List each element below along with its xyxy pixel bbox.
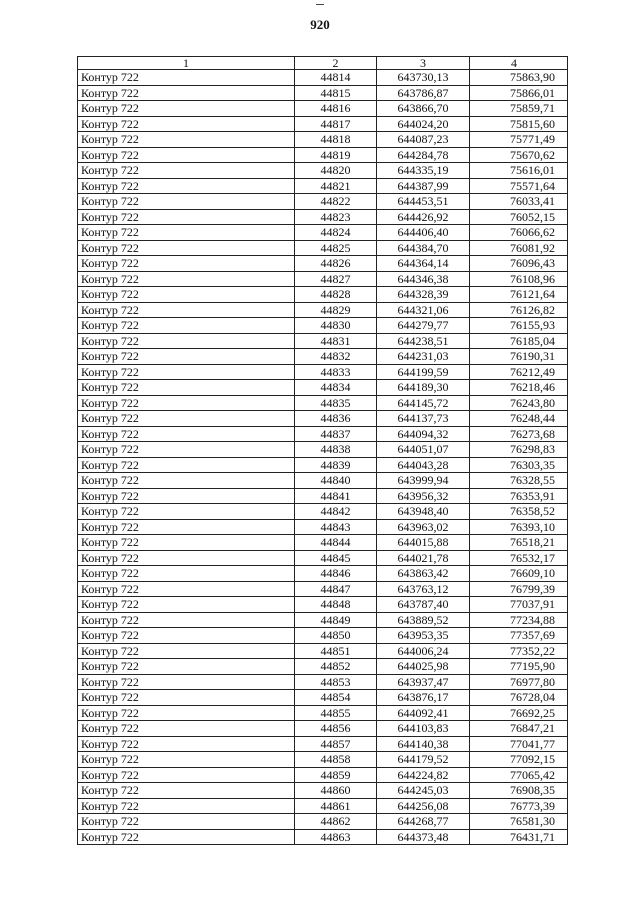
y-coordinate-cell: 77065,42 bbox=[470, 767, 568, 783]
contour-name-cell: Контур 722 bbox=[78, 566, 295, 582]
point-number-cell: 44816 bbox=[295, 101, 377, 117]
table-row bbox=[78, 426, 568, 442]
column-header-4: 4 bbox=[470, 57, 568, 70]
contour-name-cell: Контур 722 bbox=[78, 225, 295, 241]
contour-name-cell: Контур 722 bbox=[78, 690, 295, 706]
table-row bbox=[78, 814, 568, 830]
y-coordinate-cell: 77352,22 bbox=[470, 643, 568, 659]
table-row bbox=[78, 70, 568, 86]
x-coordinate-cell: 644103,83 bbox=[377, 721, 470, 737]
point-number-cell: 44826 bbox=[295, 256, 377, 272]
table-row bbox=[78, 550, 568, 566]
table-row bbox=[78, 535, 568, 551]
table-row bbox=[78, 767, 568, 783]
contour-name-cell: Контур 722 bbox=[78, 442, 295, 458]
table-row bbox=[78, 488, 568, 504]
y-coordinate-cell: 76393,10 bbox=[470, 519, 568, 535]
y-coordinate-cell: 76066,62 bbox=[470, 225, 568, 241]
point-number-cell: 44858 bbox=[295, 752, 377, 768]
y-coordinate-cell: 76126,82 bbox=[470, 302, 568, 318]
point-number-cell: 44847 bbox=[295, 581, 377, 597]
y-coordinate-cell: 75670,62 bbox=[470, 147, 568, 163]
y-coordinate-cell: 77195,90 bbox=[470, 659, 568, 675]
contour-name-cell: Контур 722 bbox=[78, 380, 295, 396]
x-coordinate-cell: 644140,38 bbox=[377, 736, 470, 752]
x-coordinate-cell: 643863,42 bbox=[377, 566, 470, 582]
y-coordinate-cell: 75616,01 bbox=[470, 163, 568, 179]
x-coordinate-cell: 643956,32 bbox=[377, 488, 470, 504]
x-coordinate-cell: 644024,20 bbox=[377, 116, 470, 132]
x-coordinate-cell: 643889,52 bbox=[377, 612, 470, 628]
table-row bbox=[78, 690, 568, 706]
contour-name-cell: Контур 722 bbox=[78, 85, 295, 101]
point-number-cell: 44851 bbox=[295, 643, 377, 659]
point-number-cell: 44859 bbox=[295, 767, 377, 783]
table-row bbox=[78, 473, 568, 489]
point-number-cell: 44837 bbox=[295, 426, 377, 442]
point-number-cell: 44844 bbox=[295, 535, 377, 551]
x-coordinate-cell: 644406,40 bbox=[377, 225, 470, 241]
contour-name-cell: Контур 722 bbox=[78, 287, 295, 303]
table-row bbox=[78, 101, 568, 117]
point-number-cell: 44840 bbox=[295, 473, 377, 489]
x-coordinate-cell: 644335,19 bbox=[377, 163, 470, 179]
contour-name-cell: Контур 722 bbox=[78, 504, 295, 520]
x-coordinate-cell: 644268,77 bbox=[377, 814, 470, 830]
contour-name-cell: Контур 722 bbox=[78, 736, 295, 752]
point-number-cell: 44830 bbox=[295, 318, 377, 334]
contour-name-cell: Контур 722 bbox=[78, 194, 295, 210]
y-coordinate-cell: 76799,39 bbox=[470, 581, 568, 597]
contour-name-cell: Контур 722 bbox=[78, 550, 295, 566]
contour-name-cell: Контур 722 bbox=[78, 798, 295, 814]
table-row bbox=[78, 519, 568, 535]
point-number-cell: 44835 bbox=[295, 395, 377, 411]
table-row bbox=[78, 612, 568, 628]
x-coordinate-cell: 644092,41 bbox=[377, 705, 470, 721]
contour-name-cell: Контур 722 bbox=[78, 333, 295, 349]
table-row bbox=[78, 302, 568, 318]
x-coordinate-cell: 643787,40 bbox=[377, 597, 470, 613]
contour-name-cell: Контур 722 bbox=[78, 829, 295, 845]
y-coordinate-cell: 75866,01 bbox=[470, 85, 568, 101]
x-coordinate-cell: 643953,35 bbox=[377, 628, 470, 644]
contour-name-cell: Контур 722 bbox=[78, 628, 295, 644]
table-row bbox=[78, 628, 568, 644]
contour-name-cell: Контур 722 bbox=[78, 752, 295, 768]
table-row bbox=[78, 147, 568, 163]
table-body bbox=[78, 70, 568, 845]
table-row bbox=[78, 411, 568, 427]
point-number-cell: 44833 bbox=[295, 364, 377, 380]
x-coordinate-cell: 644373,48 bbox=[377, 829, 470, 845]
x-coordinate-cell: 644025,98 bbox=[377, 659, 470, 675]
y-coordinate-cell: 76773,39 bbox=[470, 798, 568, 814]
point-number-cell: 44860 bbox=[295, 783, 377, 799]
y-coordinate-cell: 76052,15 bbox=[470, 209, 568, 225]
contour-name-cell: Контур 722 bbox=[78, 674, 295, 690]
table-row bbox=[78, 395, 568, 411]
point-number-cell: 44845 bbox=[295, 550, 377, 566]
contour-name-cell: Контур 722 bbox=[78, 767, 295, 783]
y-coordinate-cell: 76218,46 bbox=[470, 380, 568, 396]
table-row bbox=[78, 442, 568, 458]
contour-name-cell: Контур 722 bbox=[78, 364, 295, 380]
point-number-cell: 44834 bbox=[295, 380, 377, 396]
point-number-cell: 44850 bbox=[295, 628, 377, 644]
point-number-cell: 44815 bbox=[295, 85, 377, 101]
contour-name-cell: Контур 722 bbox=[78, 163, 295, 179]
point-number-cell: 44822 bbox=[295, 194, 377, 210]
x-coordinate-cell: 644137,73 bbox=[377, 411, 470, 427]
y-coordinate-cell: 76273,68 bbox=[470, 426, 568, 442]
table-row bbox=[78, 783, 568, 799]
y-coordinate-cell: 76303,35 bbox=[470, 457, 568, 473]
contour-name-cell: Контур 722 bbox=[78, 519, 295, 535]
table-row bbox=[78, 705, 568, 721]
point-number-cell: 44828 bbox=[295, 287, 377, 303]
point-number-cell: 44862 bbox=[295, 814, 377, 830]
x-coordinate-cell: 644179,52 bbox=[377, 752, 470, 768]
contour-name-cell: Контур 722 bbox=[78, 705, 295, 721]
x-coordinate-cell: 644453,51 bbox=[377, 194, 470, 210]
y-coordinate-cell: 76581,30 bbox=[470, 814, 568, 830]
scan-mark bbox=[316, 4, 324, 5]
table-row bbox=[78, 271, 568, 287]
y-coordinate-cell: 76328,55 bbox=[470, 473, 568, 489]
table-row bbox=[78, 364, 568, 380]
contour-name-cell: Контур 722 bbox=[78, 612, 295, 628]
y-coordinate-cell: 75859,71 bbox=[470, 101, 568, 117]
y-coordinate-cell: 77357,69 bbox=[470, 628, 568, 644]
table-row bbox=[78, 504, 568, 520]
contour-name-cell: Контур 722 bbox=[78, 101, 295, 117]
coordinates-table bbox=[77, 56, 568, 845]
x-coordinate-cell: 644224,82 bbox=[377, 767, 470, 783]
y-coordinate-cell: 76609,10 bbox=[470, 566, 568, 582]
x-coordinate-cell: 644279,77 bbox=[377, 318, 470, 334]
y-coordinate-cell: 76190,31 bbox=[470, 349, 568, 365]
contour-name-cell: Контур 722 bbox=[78, 116, 295, 132]
contour-name-cell: Контур 722 bbox=[78, 581, 295, 597]
y-coordinate-cell: 76692,25 bbox=[470, 705, 568, 721]
table-row bbox=[78, 829, 568, 845]
point-number-cell: 44832 bbox=[295, 349, 377, 365]
contour-name-cell: Контур 722 bbox=[78, 473, 295, 489]
x-coordinate-cell: 644384,70 bbox=[377, 240, 470, 256]
y-coordinate-cell: 77037,91 bbox=[470, 597, 568, 613]
point-number-cell: 44836 bbox=[295, 411, 377, 427]
point-number-cell: 44841 bbox=[295, 488, 377, 504]
table-row bbox=[78, 380, 568, 396]
point-number-cell: 44852 bbox=[295, 659, 377, 675]
y-coordinate-cell: 76155,93 bbox=[470, 318, 568, 334]
point-number-cell: 44839 bbox=[295, 457, 377, 473]
x-coordinate-cell: 643730,13 bbox=[377, 70, 470, 86]
page-number: 920 bbox=[310, 17, 330, 32]
table-row bbox=[78, 209, 568, 225]
y-coordinate-cell: 76353,91 bbox=[470, 488, 568, 504]
point-number-cell: 44849 bbox=[295, 612, 377, 628]
table-row bbox=[78, 256, 568, 272]
x-coordinate-cell: 644346,38 bbox=[377, 271, 470, 287]
x-coordinate-cell: 643963,02 bbox=[377, 519, 470, 535]
point-number-cell: 44842 bbox=[295, 504, 377, 520]
point-number-cell: 44838 bbox=[295, 442, 377, 458]
contour-name-cell: Контур 722 bbox=[78, 240, 295, 256]
contour-name-cell: Контур 722 bbox=[78, 535, 295, 551]
point-number-cell: 44863 bbox=[295, 829, 377, 845]
y-coordinate-cell: 76096,43 bbox=[470, 256, 568, 272]
y-coordinate-cell: 75815,60 bbox=[470, 116, 568, 132]
point-number-cell: 44827 bbox=[295, 271, 377, 287]
point-number-cell: 44853 bbox=[295, 674, 377, 690]
point-number-cell: 44857 bbox=[295, 736, 377, 752]
contour-name-cell: Контур 722 bbox=[78, 783, 295, 799]
table-row bbox=[78, 581, 568, 597]
y-coordinate-cell: 76431,71 bbox=[470, 829, 568, 845]
y-coordinate-cell: 75571,64 bbox=[470, 178, 568, 194]
x-coordinate-cell: 644256,08 bbox=[377, 798, 470, 814]
point-number-cell: 44829 bbox=[295, 302, 377, 318]
x-coordinate-cell: 644145,72 bbox=[377, 395, 470, 411]
x-coordinate-cell: 644189,30 bbox=[377, 380, 470, 396]
point-number-cell: 44821 bbox=[295, 178, 377, 194]
contour-name-cell: Контур 722 bbox=[78, 597, 295, 613]
contour-name-cell: Контур 722 bbox=[78, 721, 295, 737]
contour-name-cell: Контур 722 bbox=[78, 132, 295, 148]
x-coordinate-cell: 643866,70 bbox=[377, 101, 470, 117]
point-number-cell: 44856 bbox=[295, 721, 377, 737]
table-row bbox=[78, 318, 568, 334]
table-row bbox=[78, 163, 568, 179]
table-row bbox=[78, 132, 568, 148]
point-number-cell: 44819 bbox=[295, 147, 377, 163]
y-coordinate-cell: 75863,90 bbox=[470, 70, 568, 86]
x-coordinate-cell: 644231,03 bbox=[377, 349, 470, 365]
x-coordinate-cell: 643786,87 bbox=[377, 85, 470, 101]
column-header-2: 2 bbox=[295, 57, 377, 70]
contour-name-cell: Контур 722 bbox=[78, 147, 295, 163]
contour-name-cell: Контур 722 bbox=[78, 659, 295, 675]
contour-name-cell: Контур 722 bbox=[78, 178, 295, 194]
contour-name-cell: Контур 722 bbox=[78, 426, 295, 442]
contour-name-cell: Контур 722 bbox=[78, 457, 295, 473]
x-coordinate-cell: 644087,23 bbox=[377, 132, 470, 148]
table-row bbox=[78, 287, 568, 303]
table-row bbox=[78, 566, 568, 582]
y-coordinate-cell: 77092,15 bbox=[470, 752, 568, 768]
table-row bbox=[78, 597, 568, 613]
point-number-cell: 44855 bbox=[295, 705, 377, 721]
y-coordinate-cell: 76081,92 bbox=[470, 240, 568, 256]
y-coordinate-cell: 76532,17 bbox=[470, 550, 568, 566]
table-row bbox=[78, 333, 568, 349]
point-number-cell: 44814 bbox=[295, 70, 377, 86]
table-row bbox=[78, 674, 568, 690]
x-coordinate-cell: 644051,07 bbox=[377, 442, 470, 458]
y-coordinate-cell: 75771,49 bbox=[470, 132, 568, 148]
x-coordinate-cell: 644006,24 bbox=[377, 643, 470, 659]
point-number-cell: 44831 bbox=[295, 333, 377, 349]
contour-name-cell: Контур 722 bbox=[78, 488, 295, 504]
contour-name-cell: Контур 722 bbox=[78, 70, 295, 86]
contour-name-cell: Контур 722 bbox=[78, 349, 295, 365]
contour-name-cell: Контур 722 bbox=[78, 318, 295, 334]
table-row bbox=[78, 116, 568, 132]
point-number-cell: 44861 bbox=[295, 798, 377, 814]
x-coordinate-cell: 644015,88 bbox=[377, 535, 470, 551]
x-coordinate-cell: 643763,12 bbox=[377, 581, 470, 597]
point-number-cell: 44824 bbox=[295, 225, 377, 241]
table-row bbox=[78, 643, 568, 659]
point-number-cell: 44818 bbox=[295, 132, 377, 148]
table-row bbox=[78, 457, 568, 473]
point-number-cell: 44820 bbox=[295, 163, 377, 179]
point-number-cell: 44848 bbox=[295, 597, 377, 613]
point-number-cell: 44825 bbox=[295, 240, 377, 256]
y-coordinate-cell: 76185,04 bbox=[470, 333, 568, 349]
contour-name-cell: Контур 722 bbox=[78, 256, 295, 272]
x-coordinate-cell: 644364,14 bbox=[377, 256, 470, 272]
y-coordinate-cell: 76728,04 bbox=[470, 690, 568, 706]
table-row bbox=[78, 721, 568, 737]
y-coordinate-cell: 76847,21 bbox=[470, 721, 568, 737]
x-coordinate-cell: 644387,99 bbox=[377, 178, 470, 194]
table-row bbox=[78, 659, 568, 675]
table-row bbox=[78, 349, 568, 365]
point-number-cell: 44854 bbox=[295, 690, 377, 706]
x-coordinate-cell: 643876,17 bbox=[377, 690, 470, 706]
x-coordinate-cell: 644043,28 bbox=[377, 457, 470, 473]
y-coordinate-cell: 76977,80 bbox=[470, 674, 568, 690]
point-number-cell: 44823 bbox=[295, 209, 377, 225]
point-number-cell: 44817 bbox=[295, 116, 377, 132]
table-row bbox=[78, 178, 568, 194]
contour-name-cell: Контур 722 bbox=[78, 209, 295, 225]
column-header-1: 1 bbox=[78, 57, 295, 70]
table-row bbox=[78, 752, 568, 768]
y-coordinate-cell: 77234,88 bbox=[470, 612, 568, 628]
table-row bbox=[78, 85, 568, 101]
y-coordinate-cell: 76518,21 bbox=[470, 535, 568, 551]
contour-name-cell: Контур 722 bbox=[78, 411, 295, 427]
x-coordinate-cell: 644021,78 bbox=[377, 550, 470, 566]
x-coordinate-cell: 644238,51 bbox=[377, 333, 470, 349]
contour-name-cell: Контур 722 bbox=[78, 395, 295, 411]
y-coordinate-cell: 76243,80 bbox=[470, 395, 568, 411]
table-row bbox=[78, 240, 568, 256]
contour-name-cell: Контур 722 bbox=[78, 271, 295, 287]
table-row bbox=[78, 225, 568, 241]
table-header-row bbox=[78, 57, 568, 70]
x-coordinate-cell: 644199,59 bbox=[377, 364, 470, 380]
x-coordinate-cell: 643999,94 bbox=[377, 473, 470, 489]
y-coordinate-cell: 76033,41 bbox=[470, 194, 568, 210]
y-coordinate-cell: 76108,96 bbox=[470, 271, 568, 287]
contour-name-cell: Контур 722 bbox=[78, 814, 295, 830]
y-coordinate-cell: 76908,35 bbox=[470, 783, 568, 799]
contour-name-cell: Контур 722 bbox=[78, 302, 295, 318]
table-row bbox=[78, 798, 568, 814]
x-coordinate-cell: 644284,78 bbox=[377, 147, 470, 163]
contour-name-cell: Контур 722 bbox=[78, 643, 295, 659]
x-coordinate-cell: 644426,92 bbox=[377, 209, 470, 225]
x-coordinate-cell: 643937,47 bbox=[377, 674, 470, 690]
y-coordinate-cell: 76358,52 bbox=[470, 504, 568, 520]
point-number-cell: 44846 bbox=[295, 566, 377, 582]
y-coordinate-cell: 76298,83 bbox=[470, 442, 568, 458]
x-coordinate-cell: 644094,32 bbox=[377, 426, 470, 442]
column-header-3: 3 bbox=[377, 57, 470, 70]
y-coordinate-cell: 77041,77 bbox=[470, 736, 568, 752]
x-coordinate-cell: 644321,06 bbox=[377, 302, 470, 318]
table-row bbox=[78, 736, 568, 752]
table-row bbox=[78, 194, 568, 210]
x-coordinate-cell: 644245,03 bbox=[377, 783, 470, 799]
y-coordinate-cell: 76248,44 bbox=[470, 411, 568, 427]
x-coordinate-cell: 644328,39 bbox=[377, 287, 470, 303]
x-coordinate-cell: 643948,40 bbox=[377, 504, 470, 520]
y-coordinate-cell: 76121,64 bbox=[470, 287, 568, 303]
y-coordinate-cell: 76212,49 bbox=[470, 364, 568, 380]
point-number-cell: 44843 bbox=[295, 519, 377, 535]
